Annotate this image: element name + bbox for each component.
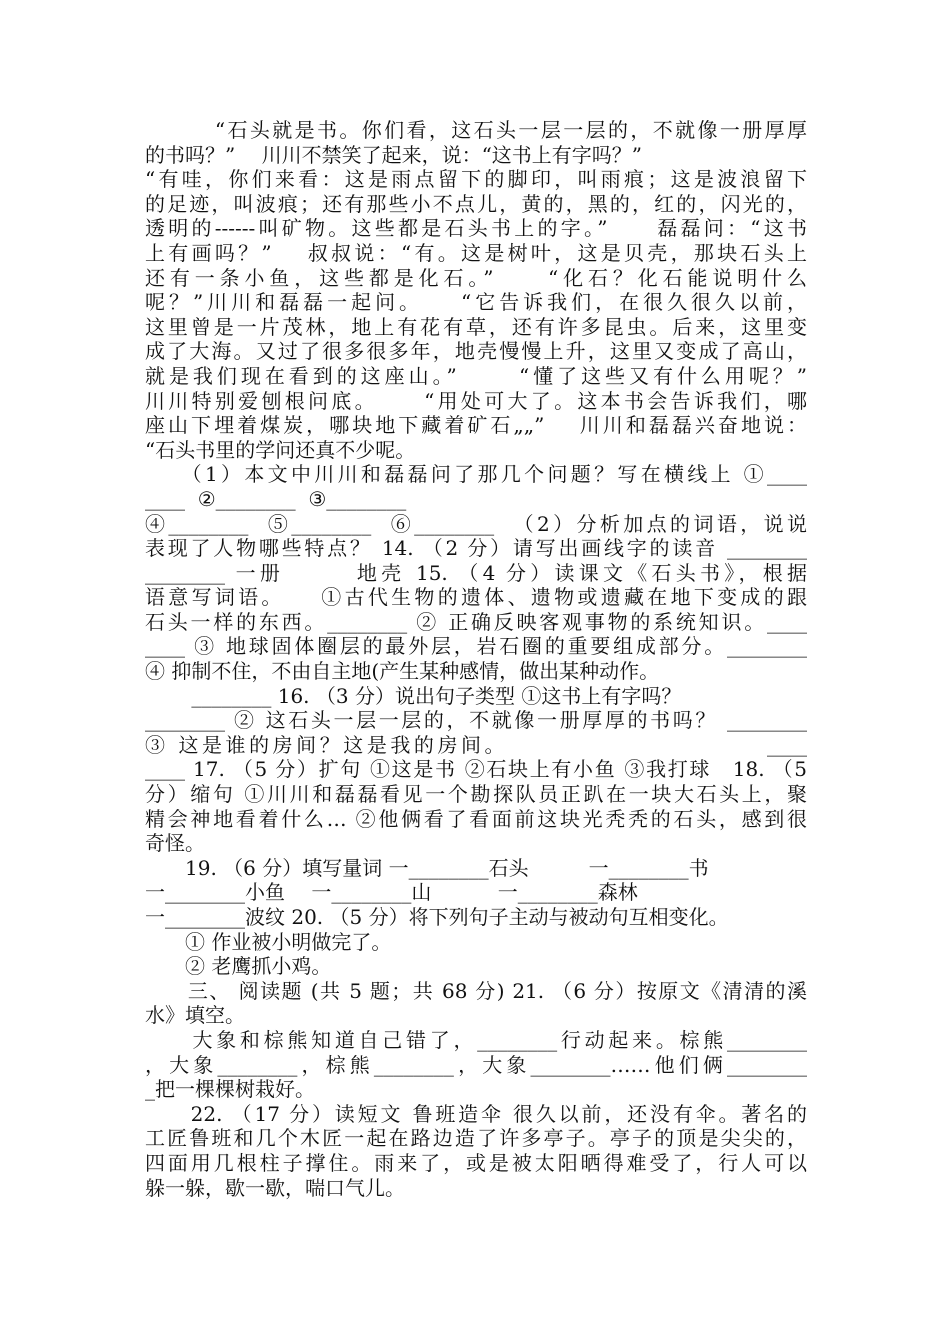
question-line: ④________ ⑤________ ⑥________ （2）分析加点的词语，说说 [145,511,807,536]
question-line: 奇怪。 [145,831,205,856]
question-line: ④ 抑制不住，不由自主地(产生某种感情，做出某种动作。 [145,659,660,684]
question-line: ____ 17. （5 分）扩句 ①这是书 ②石块上有小鱼 ③我打球 18. （5 [145,757,807,782]
text-line: 躲一躲，歇一歇，喘口气儿。 [145,1175,405,1200]
text-line: “石头书里的学问还真不少呢。 [145,437,416,462]
question-line: _把一棵棵树栽好。 [145,1077,315,1102]
text-line: 成了大海。又过了很多很多年，地壳慢慢上升，这里又变成了高山， [145,339,807,364]
text-line: 呢？”川川和磊磊一起问。 “它告诉我们，在很久很久以前， [145,290,807,315]
question-line: ，大象________，棕熊________，大象________……他们俩________ [145,1052,807,1077]
text-line: 的书吗？” 川川不禁笑了起来，说：“这书上有字吗？” [145,142,643,167]
text-line: 四面用几根柱子撑住。雨来了，或是被太阳晒得难受了，行人可以 [145,1150,807,1175]
question-line: 分）缩句 ①川川和磊磊看见一个勘探队员正趴在一块大石头上，聚 [145,782,807,807]
text-line: 就是我们现在看到的这座山。” “懂了这些又有什么用呢？” [145,363,807,388]
question-line: 大象和棕熊知道自己错了，________行动起来。棕熊________ [145,1027,807,1052]
text-line: 川川特别爱刨根问底。 “用处可大了。这本书会告诉我们，哪 [145,388,807,413]
question-line: ① 作业被小明做完了。 [145,929,392,954]
section-heading-line: 三、 阅读题 (共 5 题；共 68 分) 21. （6 分）按原文《清清的溪 [145,978,807,1003]
text-line: “有哇，你们来看：这是雨点留下的脚印，叫雨痕；这是波浪留下 [145,167,807,192]
text-line: 还有一条小鱼，这些都是化石。” “化石？化石能说明什么 [145,265,807,290]
text-line: 这里曾是一片茂林，地上有花有草，还有许多昆虫。后来，这里变 [145,314,807,339]
text-line: 工匠鲁班和几个木匠一起在路边造了许多亭子。亭子的顶是尖尖的， [145,1126,807,1151]
question-line: 水》填空。 [145,1003,245,1028]
question-line: 精会神地看着什么… ②他俩看了看面前这块光秃秃的石头，感到很 [145,806,807,831]
document-page [145,118,807,1200]
text-line: “石头就是书。你们看，这石头一层一层的，不就像一册厚厚 [145,118,807,142]
question-line: 表现了人物哪些特点？ 14. （2 分）请写出画线字的读音 ________ [145,536,807,561]
question-line: ③ 这是谁的房间？这是我的房间。 ____ [145,732,807,757]
question-line: ________ 一册 地壳 15. （4 分）读课文《石头书》，根据 [145,560,807,585]
question-line: 22. （17 分）读短文 鲁班造伞 很久以前，还没有伞。著名的 [145,1101,807,1126]
question-line: 一________波纹 20. （5 分）将下列句子主动与被动句互相变化。 [145,905,729,929]
question-line: ____ ③ 地球固体圈层的最外层，岩石圈的重要组成部分。________ [145,634,807,659]
question-line: 一________小鱼 一________山 一________森林 [145,880,638,905]
question-line: 语意写词语。 ①古代生物的遗体、遗物或遗藏在地下变成的跟 [145,585,807,610]
question-line: ② 老鹰抓小鸡。 [145,954,332,979]
question-line: 石头一样的东西。________ ② 正确反映客观事物的系统知识。____ [145,609,807,634]
question-line: ________ 16. （3 分）说出句子类型 ①这书上有字吗？ [145,683,682,708]
question-line: （1）本文中川川和磊磊问了那几个问题？写在横线上 ①____ [145,462,807,487]
text-line: 透明的------叫矿物。这些都是石头书上的字。” 磊磊问：“这书 [145,216,807,241]
answer-blank-line: ____ ②________ ③________ [145,486,407,511]
text-line: 座山下埋着煤炭，哪块地下藏着矿石„„” 川川和磊磊兴奋地说： [145,413,807,438]
text-line: 上有画吗？” 叔叔说：“有。这是树叶，这是贝壳，那块石头上 [145,240,807,265]
question-line: ________ ② 这石头一层一层的，不就像一册厚厚的书吗？ ________ [145,708,807,733]
question-line: 19. （6 分）填写量词 一________石头 一________书 [145,855,709,880]
text-line: 的足迹，叫波痕；还有那些小不点儿，黄的，黑的，红的，闪光的， [145,191,807,216]
